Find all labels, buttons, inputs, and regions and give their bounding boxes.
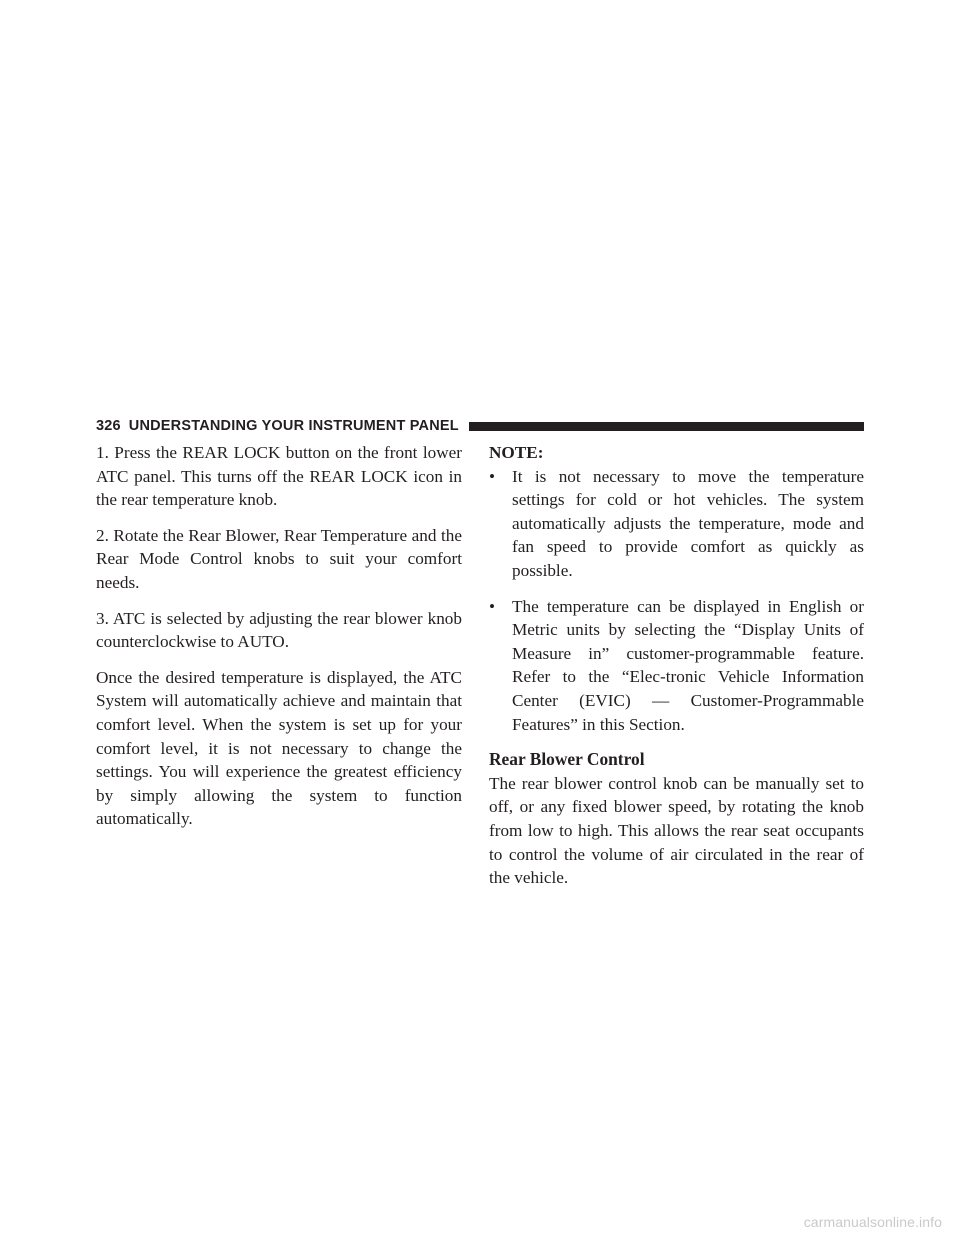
bullet-icon: • xyxy=(489,596,496,616)
note-bullet-text-2: The temperature can be displayed in English or Metric units by selecting the “Display Units of Measure in” customer-programmable feature. Refer to the “Elec-tronic Vehicle Information Center (EVIC) — Customer-Programmable Features” in this Section. xyxy=(512,596,864,734)
list-item xyxy=(489,465,864,583)
bullet-icon: • xyxy=(489,466,496,486)
page-number: 326 xyxy=(96,418,121,434)
left-column xyxy=(96,441,462,843)
note-bullet-text-1: It is not necessary to move the temperature settings for cold or hot vehicles. The system automatically adjusts the temperature, mode and fan speed to provide comfort as quickly as possible. xyxy=(512,466,864,580)
header-rule xyxy=(469,422,864,431)
note-bullet-list xyxy=(489,465,864,737)
list-item xyxy=(489,595,864,737)
watermark-link[interactable]: carmanualsonline.info xyxy=(803,1214,942,1230)
page-header xyxy=(96,415,864,437)
step-1-paragraph: 1. Press the REAR LOCK button on the front lower ATC panel. This turns off the REAR LOCK icon in the rear temperature knob. xyxy=(96,443,462,510)
step-2-paragraph: 2. Rotate the Rear Blower, Rear Temperature and the Rear Mode Control knobs to suit your comfort needs. xyxy=(96,525,462,592)
step-3-paragraph: 3. ATC is selected by adjusting the rear blower knob counterclockwise to AUTO. xyxy=(96,608,462,652)
atc-description-paragraph: Once the desired temperature is displayed, the ATC System will automatically achieve and maintain that comfort level. When the system is set up for your comfort level, it is not necessary to change the settings. You will experience the greatest efficiency by simply allowing the system to function automatically. xyxy=(96,667,462,829)
section-title: UNDERSTANDING YOUR INSTRUMENT PANEL xyxy=(128,418,459,434)
rear-blower-control-paragraph: The rear blower control knob can be manually set to off, or any fixed blower speed, by rotating the knob from low to high. This allows the rear seat occupants to control the volume of air circulated in the rear of the vehicle. xyxy=(489,773,864,888)
note-label: NOTE: xyxy=(489,443,544,462)
rear-blower-control-heading: Rear Blower Control xyxy=(489,749,645,770)
right-column xyxy=(489,441,864,902)
